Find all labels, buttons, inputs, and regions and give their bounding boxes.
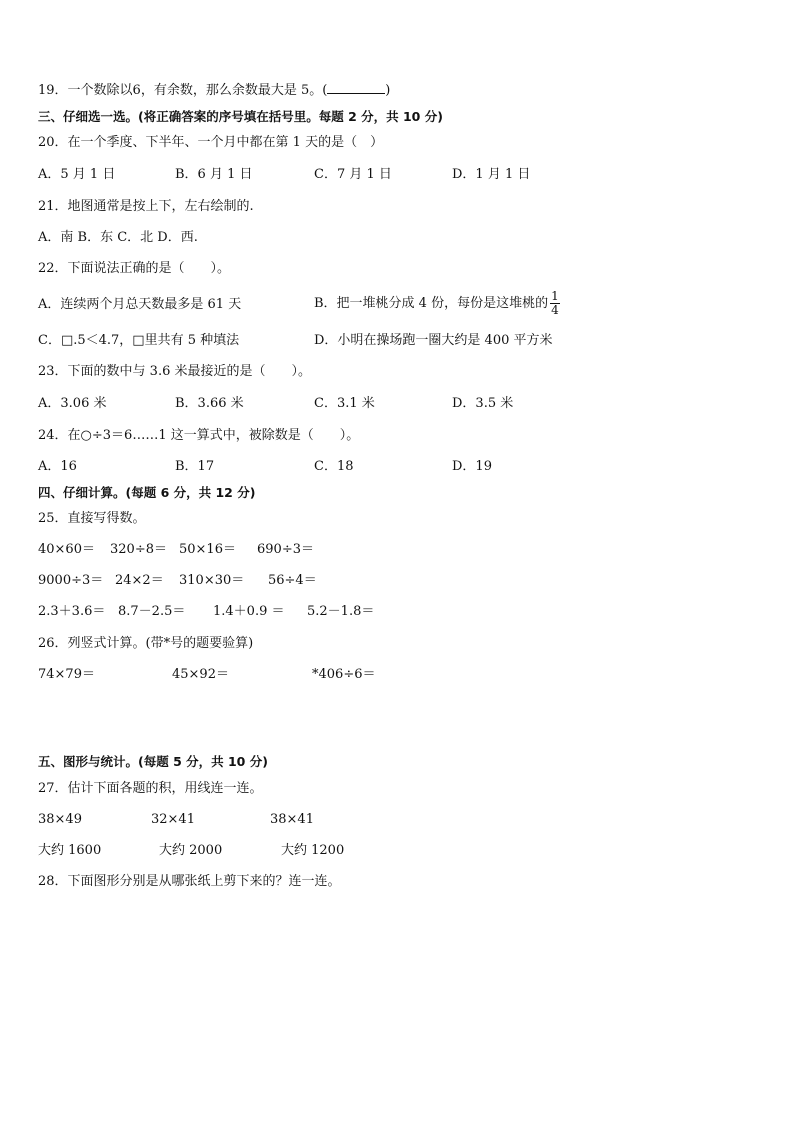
section-4-heading: 四、仔细计算。(每题 6 分，共 12 分)	[38, 485, 256, 500]
q20-option-c[interactable]: C．7 月 1 日	[314, 167, 392, 182]
calc-item: 50×16＝	[179, 542, 236, 557]
calc-item: 56÷4＝	[268, 573, 317, 588]
q22-option-c[interactable]: C．□.5＜4.7，□里共有 5 种填法	[38, 333, 240, 348]
fraction-denominator: 4	[551, 303, 559, 317]
calc-item: 310×30＝	[179, 573, 245, 588]
question-27-text: 27．估计下面各题的积，用线连一连。	[38, 781, 263, 796]
calc-item: 690÷3＝	[257, 542, 314, 557]
calc-item: 320÷8＝	[110, 542, 167, 557]
estimate-answer[interactable]: 大约 1600	[38, 843, 102, 858]
q21-options[interactable]: A．南 B．东 C．北 D．西.	[38, 230, 198, 245]
calc-item: 9000÷3＝	[38, 573, 104, 588]
q20-option-d[interactable]: D．1 月 1 日	[452, 167, 531, 182]
question-22-text: 22．下面说法正确的是（ ）。	[38, 261, 231, 276]
estimate-expression[interactable]: 38×41	[270, 812, 314, 827]
q22-option-b[interactable]	[314, 287, 560, 321]
q20-option-b[interactable]: B．6 月 1 日	[175, 167, 253, 182]
vertical-calc-item: 45×92＝	[172, 667, 229, 682]
q22-option-b-text: B．把一堆桃分成 4 份，每份是这堆桃的	[314, 296, 549, 311]
question-21-text: 21．地图通常是按上下，左右绘制的.	[38, 199, 254, 214]
question-25-text: 25．直接写得数。	[38, 511, 146, 526]
calc-item: 1.4＋0.9 ＝	[213, 604, 285, 619]
estimate-answer[interactable]: 大约 1200	[281, 843, 345, 858]
question-19	[38, 81, 390, 100]
calc-item: 40×60＝	[38, 542, 95, 557]
q22-option-d[interactable]: D．小明在操场跑一圈大约是 400 平方米	[314, 333, 553, 348]
q22-option-a[interactable]: A．连续两个月总天数最多是 61 天	[38, 297, 242, 312]
calc-item: 2.3＋3.6＝	[38, 604, 106, 619]
q23-option-c[interactable]: C．3.1 米	[314, 396, 375, 411]
calc-item: 5.2－1.8＝	[307, 604, 375, 619]
q24-option-d[interactable]: D．19	[452, 459, 492, 474]
q23-option-b[interactable]: B．3.66 米	[175, 396, 244, 411]
calc-item: 24×2＝	[115, 573, 164, 588]
estimate-expression[interactable]: 38×49	[38, 812, 82, 827]
vertical-calc-item: *406÷6＝	[312, 667, 376, 682]
answer-blank[interactable]	[327, 81, 385, 94]
q24-option-a[interactable]: A．16	[38, 459, 77, 474]
calc-item: 8.7－2.5＝	[118, 604, 186, 619]
question-28-text: 28．下面图形分别是从哪张纸上剪下来的？连一连。	[38, 874, 341, 889]
question-19-text: 19．一个数除以6，有余数，那么余数最大是 5。(	[38, 83, 328, 98]
question-24-text: 24．在○÷3＝6……1 这一算式中，被除数是（ ）。	[38, 428, 360, 443]
question-23-text: 23．下面的数中与 3.6 米最接近的是（ ）。	[38, 364, 311, 379]
estimate-expression[interactable]: 32×41	[151, 812, 195, 827]
vertical-calc-item: 74×79＝	[38, 667, 95, 682]
fraction-numerator: 1	[551, 289, 559, 303]
section-5-heading: 五、图形与统计。(每题 5 分，共 10 分)	[38, 754, 268, 769]
question-20-text: 20．在一个季度、下半年、一个月中都在第 1 天的是（ ）	[38, 135, 384, 150]
estimate-answer[interactable]: 大约 2000	[159, 843, 223, 858]
q24-option-c[interactable]: C．18	[314, 459, 354, 474]
section-3-heading: 三、仔细选一选。(将正确答案的序号填在括号里。每题 2 分，共 10 分)	[38, 109, 443, 124]
question-19-close: )	[385, 83, 391, 98]
q20-option-a[interactable]: A．5 月 1 日	[38, 167, 116, 182]
q23-option-d[interactable]: D．3.5 米	[452, 396, 514, 411]
question-26-text: 26．列竖式计算。(带*号的题要验算)	[38, 636, 254, 651]
q23-option-a[interactable]: A．3.06 米	[38, 396, 107, 411]
q24-option-b[interactable]: B．17	[175, 459, 215, 474]
fraction	[550, 290, 560, 317]
